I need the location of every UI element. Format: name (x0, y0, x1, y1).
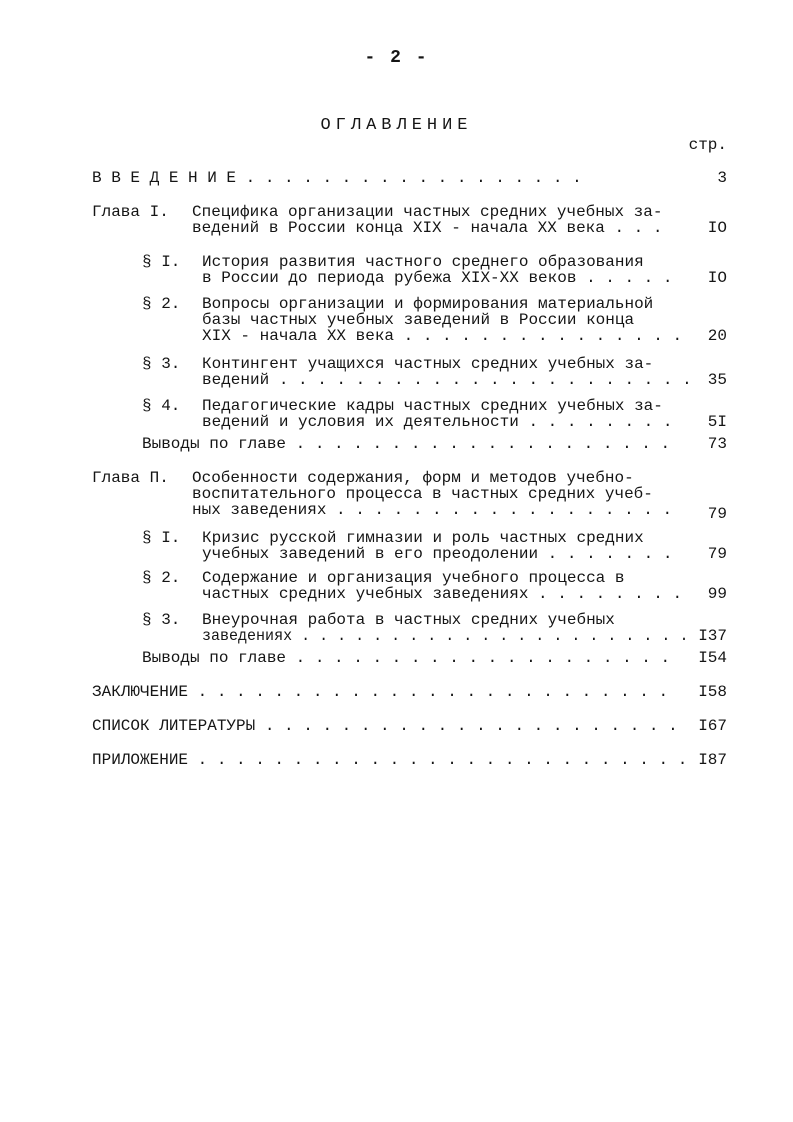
toc-entry-chapter-2-conclusions[interactable] (142, 650, 727, 670)
entry-title-line: История развития частного среднего образования (202, 253, 644, 271)
entry-title: ПРИЛОЖЕНИЕ . . . . . . . . . . . . . . . . . . . . . . . . . . (92, 751, 688, 769)
toc-entry-chapter-2[interactable] (92, 470, 727, 522)
entry-title-line: ведений . . . . . . . . . . . . . . . . . . . . . . (202, 371, 692, 389)
entry-page: 5I (707, 413, 727, 431)
entry-title: Выводы по главе . . . . . . . . . . . . . . . . . . . . (142, 435, 671, 453)
entry-page: 3 (717, 169, 727, 187)
toc-entry-section-1-4[interactable] (142, 398, 727, 434)
entry-page: IO (707, 269, 727, 287)
entry-title-line: Контингент учащихся частных средних учебных за- (202, 355, 654, 373)
entry-title-line: Особенности содержания, форм и методов учебно- (192, 469, 634, 487)
entry-prefix: § 4. (142, 397, 181, 415)
toc-entry-section-2-3[interactable] (142, 612, 727, 648)
entry-page: 20 (707, 327, 727, 345)
toc-entry-chapter-1-conclusions[interactable] (142, 436, 727, 456)
toc-entry-bibliography[interactable] (92, 718, 727, 738)
entry-title-line: Вопросы организации и формирования материальной (202, 295, 654, 313)
page-number: - 2 - (364, 48, 429, 68)
entry-title-line: учебных заведений в его преодолении . . . . . . . (202, 545, 673, 563)
toc-entry-introduction[interactable] (92, 170, 727, 190)
entry-title: Выводы по главе . . . . . . . . . . . . . . . . . . . . (142, 649, 671, 667)
toc-entry-section-1-3[interactable] (142, 356, 727, 392)
entry-title-line: в России до периода рубежа XIX-XX веков . . . . . (202, 269, 673, 287)
entry-title-line: базы частных учебных заведений в России конца (202, 311, 635, 329)
entry-prefix: § 2. (142, 295, 181, 313)
toc-entry-chapter-1[interactable] (92, 204, 727, 244)
entry-page: I67 (698, 717, 727, 735)
toc-entry-section-1-1[interactable] (142, 254, 727, 290)
entry-prefix: § 2. (142, 569, 181, 587)
toc-entry-section-1-2[interactable] (142, 296, 727, 348)
entry-page: 99 (707, 585, 727, 603)
entry-prefix: Глава I. (92, 203, 169, 221)
entry-page: 79 (707, 545, 727, 563)
entry-title-line: заведениях . . . . . . . . . . . . . . . . . . . . . . (202, 627, 689, 645)
entry-title-line: Кризис русской гимназии и роль частных средних (202, 529, 644, 547)
entry-title: В В Е Д Е Н И Е . . . . . . . . . . . . . . . . . . (92, 169, 582, 187)
entry-title-line: Специфика организации частных средних учебных за- (192, 203, 663, 221)
entry-prefix: § I. (142, 529, 181, 547)
entry-page: I37 (698, 627, 727, 645)
entry-page: IO (707, 219, 727, 237)
entry-page: 35 (707, 371, 727, 389)
entry-title-line: ведений и условия их деятельности . . . . . . . . (202, 413, 673, 431)
entry-title-line: Содержание и организация учебного процесса в (202, 569, 625, 587)
entry-prefix: § 3. (142, 355, 181, 373)
entry-page: I87 (698, 751, 727, 769)
entry-prefix: Глава П. (92, 469, 169, 487)
toc-entry-conclusion[interactable] (92, 684, 727, 704)
entry-title-line: Внеурочная работа в частных средних учебных (202, 611, 615, 629)
entry-title-line: ных заведениях . . . . . . . . . . . . . . . . . . (192, 501, 673, 519)
entry-page: I58 (698, 683, 727, 701)
entry-prefix: § 3. (142, 611, 181, 629)
entry-title: ЗАКЛЮЧЕНИЕ . . . . . . . . . . . . . . . . . . . . . . . . . (92, 683, 669, 701)
page-title: ОГЛАВЛЕНИЕ (320, 116, 473, 135)
entry-title-line: ведений в России конца XIX - начала XX века . . . (192, 219, 663, 237)
entry-title-line: XIX - начала XX века . . . . . . . . . . . . . . . (202, 327, 683, 345)
page-column-label: стр. (688, 136, 727, 154)
toc-entry-appendix[interactable] (92, 752, 727, 772)
entry-page: I54 (698, 649, 727, 667)
entry-title-line: частных средних учебных заведениях . . . . . . . . (202, 585, 683, 603)
entry-title-line: Педагогические кадры частных средних учебных за- (202, 397, 663, 415)
toc-entry-section-2-1[interactable] (142, 530, 727, 566)
entry-page: 73 (707, 435, 727, 453)
entry-prefix: § I. (142, 253, 181, 271)
toc-entry-section-2-2[interactable] (142, 570, 727, 606)
entry-title: СПИСОК ЛИТЕРАТУРЫ . . . . . . . . . . . . . . . . . . . . . . (92, 717, 678, 735)
entry-title-line: воспитательного процесса в частных средних учеб- (192, 485, 653, 503)
entry-page: 79 (707, 505, 727, 523)
